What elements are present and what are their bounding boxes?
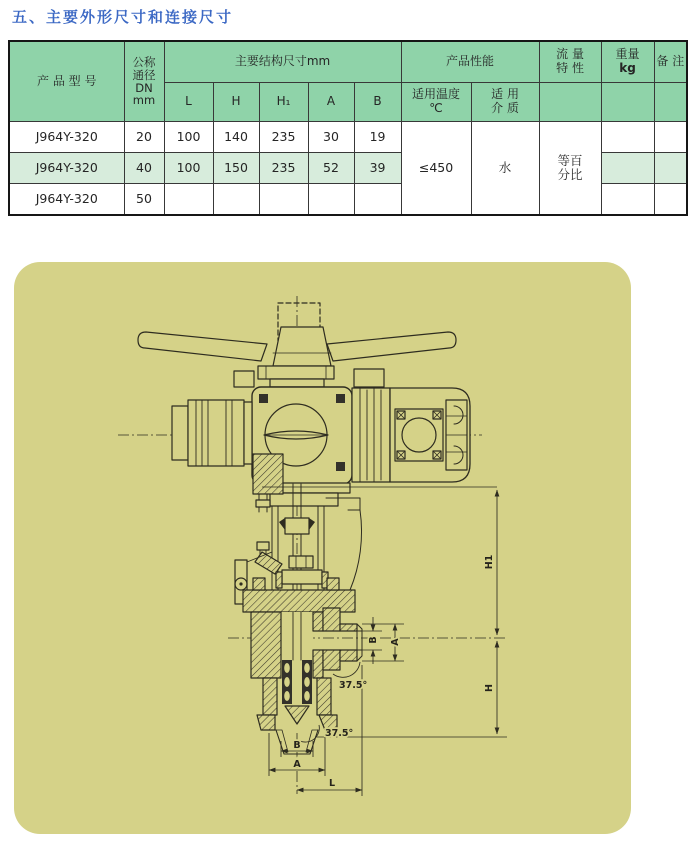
weight-subcell-empty: [601, 83, 654, 122]
cell-flow: [539, 122, 601, 216]
group-performance: 产品性能: [401, 41, 539, 83]
outlet-pipe: [340, 624, 357, 631]
outlet-flange-ring: [323, 608, 340, 631]
weight-line: kg: [619, 61, 636, 75]
drawing-panel: [10, 260, 635, 836]
table-row: [9, 122, 687, 153]
dim-label-outlet-a: A: [390, 638, 401, 646]
flow-line: 流 量: [556, 47, 584, 62]
dim-label-bottom-a: A: [293, 759, 301, 770]
cell-H1: 235: [259, 153, 308, 184]
cell-model: J964Y-320: [9, 153, 124, 184]
cell-weight: [601, 122, 654, 153]
cell-model: J964Y-320: [9, 122, 124, 153]
cell-dn: 40: [124, 153, 164, 184]
flow-value-line: 等百: [557, 152, 583, 168]
dim-label-outlet-b: B: [368, 636, 379, 644]
handwheel-hub: [273, 327, 331, 366]
cell-dn: 20: [124, 122, 164, 153]
cell-note: [654, 122, 687, 153]
flow-subcell-empty: [539, 83, 601, 122]
body-left-wall: [251, 612, 281, 678]
cell-B: 39: [354, 153, 401, 184]
col-dn: [124, 41, 164, 122]
col-H1: H₁: [259, 83, 308, 122]
cell-weight: [601, 184, 654, 216]
col-medium: [471, 83, 539, 122]
col-flow-characteristic: [539, 41, 601, 83]
medium-line: 介 质: [491, 101, 519, 115]
dim-label-angle-lower: 37.5°: [325, 728, 354, 739]
temp-line: 适用温度: [412, 87, 461, 102]
valve-drawing: [10, 260, 635, 836]
coupling-ribs: [352, 388, 390, 482]
header-row-1: [9, 41, 687, 83]
dim-label-h1: H1: [484, 554, 495, 570]
col-product-model: 产 品 型 号: [9, 41, 124, 122]
flow-line: 特 性: [556, 61, 584, 75]
spec-table: [8, 40, 688, 216]
cell-A: [308, 184, 354, 216]
col-L: L: [164, 83, 213, 122]
col-B: B: [354, 83, 401, 122]
page-title: 五、主要外形尺寸和连接尺寸: [12, 8, 234, 26]
group-structure-dims: 主要结构尺寸mm: [164, 41, 401, 83]
cell-B: 19: [354, 122, 401, 153]
cell-H: [213, 184, 259, 216]
cell-note: [654, 153, 687, 184]
dn-line: 通径: [132, 67, 156, 82]
cell-H: 150: [213, 153, 259, 184]
cell-L: [164, 184, 213, 216]
cell-A: 52: [308, 153, 354, 184]
cell-H1: [259, 184, 308, 216]
cell-H: 140: [213, 122, 259, 153]
col-A: A: [308, 83, 354, 122]
cell-dn: 50: [124, 184, 164, 216]
cell-weight: [601, 153, 654, 184]
left-motor-cap: [172, 406, 188, 460]
col-weight: [601, 41, 654, 83]
col-H: H: [213, 83, 259, 122]
cell-note: [654, 184, 687, 216]
dim-label-l: L: [328, 778, 336, 789]
flow-value-line: 分比: [557, 167, 583, 182]
dn-line: 公称: [132, 54, 156, 69]
dn-line: mm: [132, 93, 156, 108]
dim-label-bottom-b: B: [293, 740, 301, 751]
cell-A: 30: [308, 122, 354, 153]
hub-collar: [258, 366, 334, 379]
cell-L: 100: [164, 153, 213, 184]
col-note: 备 注: [654, 41, 687, 83]
medium-line: 适 用: [491, 87, 519, 102]
dim-label-h: H: [484, 684, 495, 692]
cell-B: [354, 184, 401, 216]
cell-temperature: ≤450: [401, 122, 471, 216]
cell-H1: 235: [259, 122, 308, 153]
note-subcell-empty: [654, 83, 687, 122]
dn-line: DN: [135, 80, 153, 95]
cell-model: J964Y-320: [9, 184, 124, 216]
col-temperature: [401, 83, 471, 122]
weight-line: 重量: [615, 47, 640, 62]
mount-bracket: [253, 454, 283, 494]
cell-medium: 水: [471, 122, 539, 216]
dim-label-angle-upper: 37.5°: [339, 680, 368, 691]
temp-line: ℃: [429, 101, 443, 115]
cell-L: 100: [164, 122, 213, 153]
